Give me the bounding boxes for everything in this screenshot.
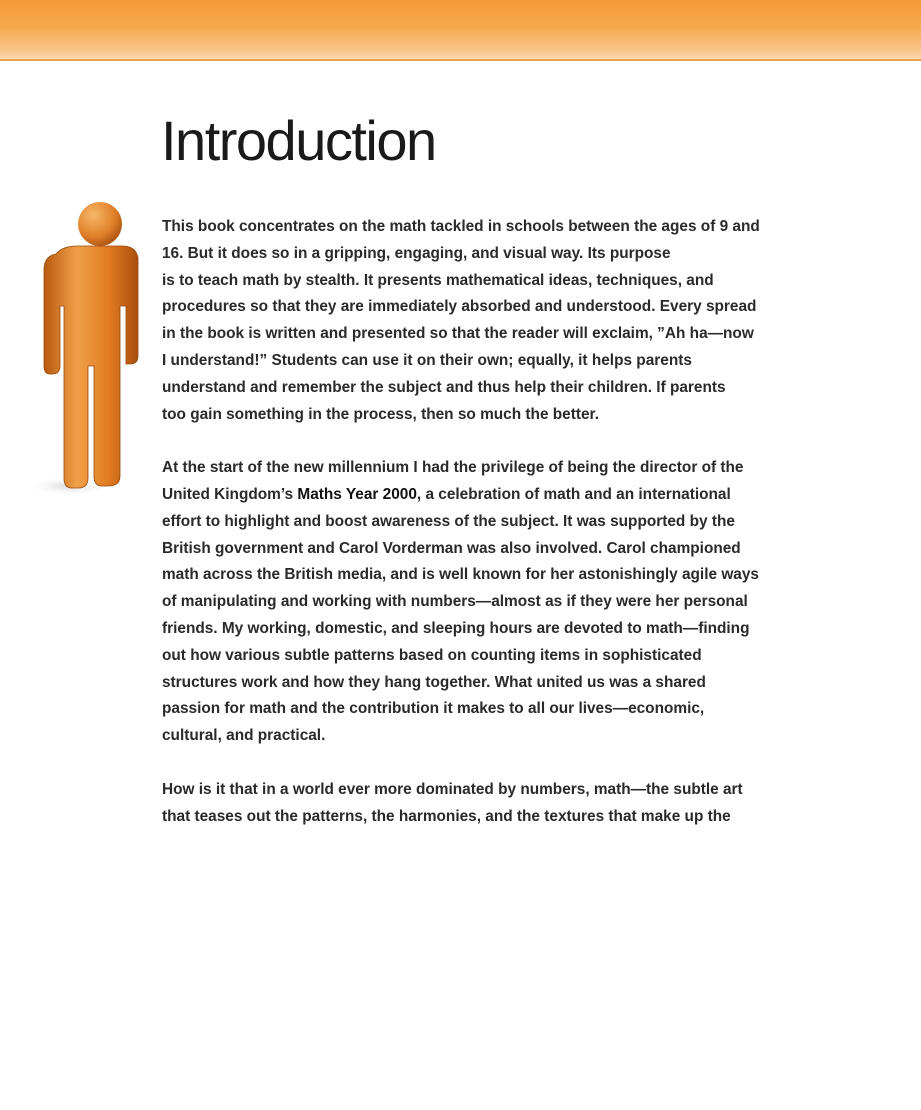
- text-line: How is it that in a world ever more dominated by numbers, math—the subtle art: [162, 780, 743, 798]
- text-line: math across the British media, and is well known for her astonishingly agile ways: [162, 566, 759, 584]
- text-line: is to teach math by stealth. It presents mathematical ideas, techniques, and: [162, 271, 714, 289]
- text-line: structures work and how they hang together. What united us was a shared: [162, 673, 706, 691]
- text-line: procedures so that they are immediately absorbed and understood. Every spread: [162, 298, 757, 316]
- orange-person-figure-icon: [22, 196, 152, 506]
- text-line: 16. But it does so in a gripping, engaging, and visual way. Its purpose: [162, 244, 671, 262]
- page-title: Introduction: [161, 109, 436, 172]
- text-line: This book concentrates on the math tackled in schools between the ages of 9 and: [162, 218, 760, 235]
- text-line: [162, 482, 802, 509]
- text-line: friends. My working, domestic, and sleeping hours are devoted to math—finding: [162, 619, 750, 637]
- paragraph-2: [162, 455, 802, 750]
- text-line: passion for math and the contribution it makes to all our lives—economic,: [162, 700, 705, 718]
- text-line: understand and remember the subject and thus help their children. If parents: [162, 378, 726, 396]
- text-line: cultural, and practical.: [162, 727, 326, 745]
- intro-body-text: [162, 214, 802, 857]
- text-line: that teases out the patterns, the harmonies, and the textures that make up the: [162, 807, 731, 825]
- text-line: in the book is written and presented so that the reader will exclaim, ”Ah ha—now: [162, 325, 754, 343]
- text-line: out how various subtle patterns based on counting items in sophisticated: [162, 646, 702, 664]
- header-color-band: [0, 0, 921, 61]
- text-segment: United Kingdom’s: [162, 485, 298, 503]
- text-segment: , a celebration of math and an international: [416, 485, 731, 503]
- text-line: too gain something in the process, then so much the better.: [162, 405, 599, 423]
- text-line: effort to highlight and boost awareness of the subject. It was supported by the: [162, 512, 735, 530]
- text-line: At the start of the new millennium I had the privilege of being the director of the: [162, 459, 744, 477]
- text-line: British government and Carol Vorderman was also involved. Carol championed: [162, 539, 741, 557]
- maths-year-2000-emphasis: Maths Year 2000: [297, 485, 417, 503]
- paragraph-1: [162, 214, 802, 428]
- paragraph-3: [162, 777, 802, 831]
- text-line: I understand!” Students can use it on their own; equally, it helps parents: [162, 351, 692, 369]
- text-line: of manipulating and working with numbers—almost as if they were her personal: [162, 593, 748, 611]
